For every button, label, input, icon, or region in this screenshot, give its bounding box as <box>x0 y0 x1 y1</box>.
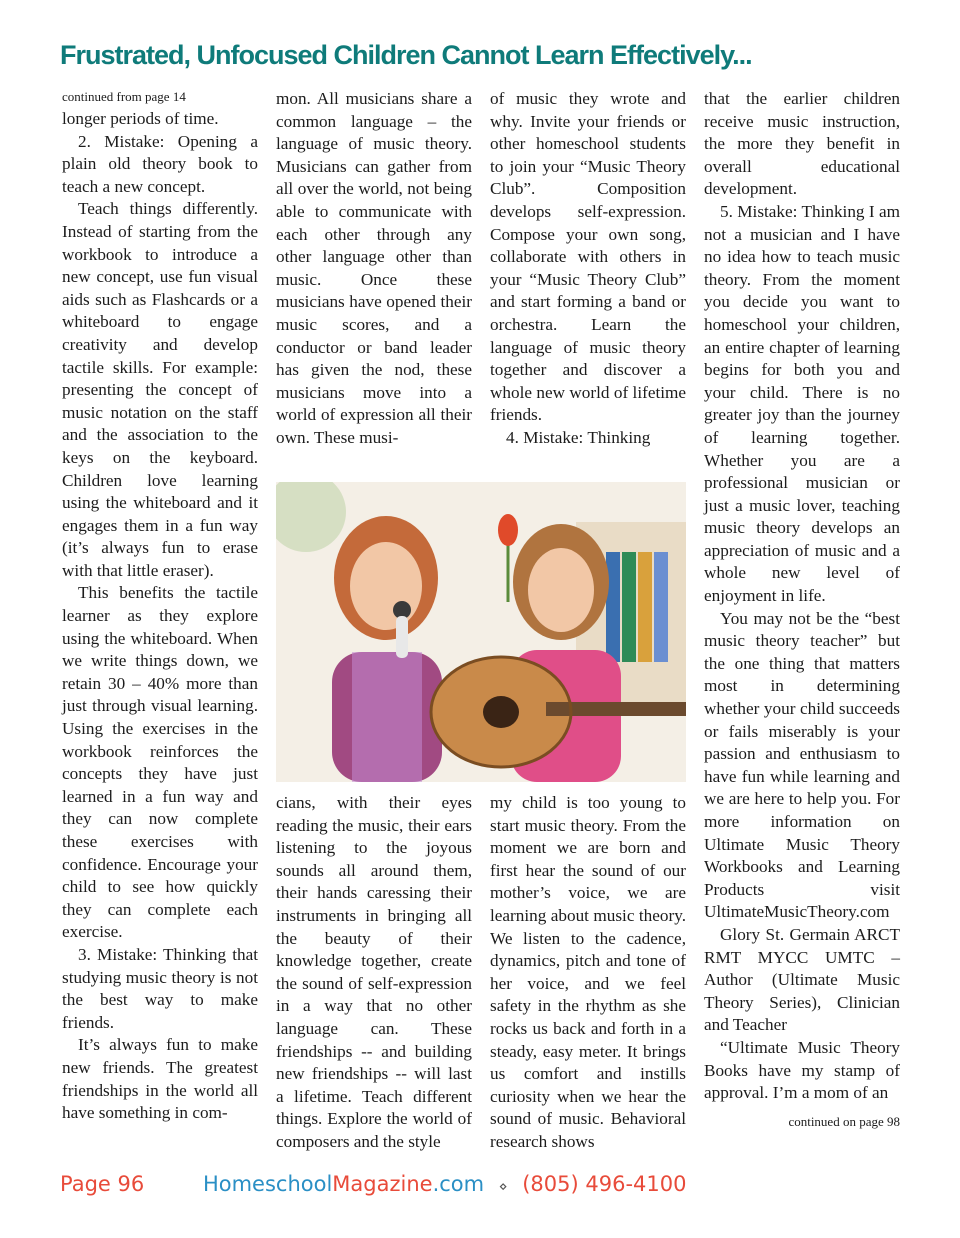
article-photo <box>276 482 686 782</box>
diamond-separator-icon: ⋄ <box>498 1179 508 1195</box>
paragraph: “Ultimate Music Theory Books have my stamp of approval. I’m a mom of an <box>704 1037 900 1103</box>
column-3-top <box>490 88 686 450</box>
site-part-homeschool: Homeschool <box>202 1172 333 1196</box>
paragraph: 4. Mistake: Thinking <box>506 427 651 447</box>
site-part-tld: .com <box>432 1172 485 1196</box>
column-2-top <box>276 88 472 450</box>
column-1 <box>62 88 258 1125</box>
paragraph: 3. Mistake: Thinking that studying music theory is not the best way to make friends. <box>62 944 258 1032</box>
paragraph: Teach things differently. Instead of starting from the workbook to introduce a new concept, use fun visual aids such as Flashcards or a whiteboard to engage creativity and develop tactile skills. For example: presenting the concept of music notation on the staff and the association to the keys on the keyboard. Children love learning using the whiteboard and it engages them in a fun way (it’s always fun to erase with that little eraser). <box>62 199 258 580</box>
website-link[interactable] <box>203 1172 484 1196</box>
paragraph: It’s always fun to make new friends. The greatest friendships in the world all have something in com- <box>62 1035 258 1123</box>
paragraph: of music they wrote and why. Invite your friends or other homeschool students to join your “Music Theory Club”. Composition develops self-expression. Compose your own song, collaborate with others in your “Music Theory Club” and start forming a band or orchestra. Learn the language of music theory together and discover a whole new world of lifetime friends. <box>490 89 686 425</box>
author-credit: Glory St. Germain ARCT RMT MYCC UMTC – Author (Ultimate Music Theory Series), Clinician and Teacher <box>704 924 900 1035</box>
paragraph: mon. All musicians share a common language – the language of music theory. Musicians can gather from all over the world, not being able to communicate with each other through any other language other than music. Once these musicians have opened their music scores, and a conductor or band leader has given the nod, these musicians move into a world of expression all their own. These musi- <box>276 89 472 447</box>
paragraph: cians, with their eyes reading the music, their ears listening to the joyous sounds all around them, their hands caressing their instruments in bringing all the beauty of their knowledge together, create the sound of self-expression in a way that no other language can. These friendships -- and building new friendships -- will last a lifetime. Teach different things. Explore the world of composers and the style <box>276 793 472 1151</box>
paragraph: 2. Mistake: Opening a plain old theory book to teach a new concept. <box>62 131 258 196</box>
column-4 <box>704 88 900 1133</box>
phone-number: (805) 496-4100 <box>522 1172 687 1196</box>
column-2-bottom <box>276 792 472 1154</box>
article-title: Frustrated, Unfocused Children Cannot Learn Effectively... <box>60 40 752 70</box>
paragraph: This benefits the tactile learner as they explore using the whiteboard. When we write things down, we retain 30 – 40% more than just through visual learning. Using the exercises in the workbook reinforces the concepts they have just learned in a fun way and they can now complete these exercises with confidence. Encourage your child to see how quickly they can complete each exercise. <box>62 583 258 942</box>
continued-from-note: continued from page 14 <box>62 89 186 104</box>
paragraph: longer periods of time. <box>62 109 219 128</box>
paragraph: 5. Mistake: Thinking I am not a musician and I have no idea how to teach music theory. From the moment you decide you want to homeschool your children, an entire chapter of learning begins for both you and your child. There is no greater joy than the journey of learning together. Whether you are a professional musician or just a music lover, teaching music theory develops an appreciation of music and a whole new level of enjoyment in life. <box>704 201 900 606</box>
paragraph: that the earlier children receive music instruction, the more they benefit in overall educational development. <box>704 89 900 199</box>
site-part-magazine: Magazine <box>332 1172 433 1196</box>
page-number: Page 96 <box>60 1172 145 1196</box>
page-footer <box>60 1172 920 1202</box>
paragraph: You may not be the “best music theory teacher” but the one thing that matters most in determining whether your child succeeds or fails miserably is your passion and enthusiasm to have fun while learning and we are here to help you. For more information on Ultimate Music Theory Workbooks and Learning Products visit UltimateMusicTheory.com <box>704 608 900 922</box>
column-3-bottom <box>490 792 686 1154</box>
paragraph: my child is too young to start music theory. From the moment we are born and first hear the sound of our mother’s voice, we are learning about music theory. We listen to the cadence, dynamics, pitch and tone of her voice, and we feel safety in the rhythm as she rocks us back and forth in a steady, easy meter. It brings us comfort and instills curiosity when we hear the sound of music. Behavioral research shows <box>490 793 686 1151</box>
girls-singing-guitar-photo <box>276 482 686 782</box>
continued-to-note: continued on page 98 <box>788 1113 900 1129</box>
